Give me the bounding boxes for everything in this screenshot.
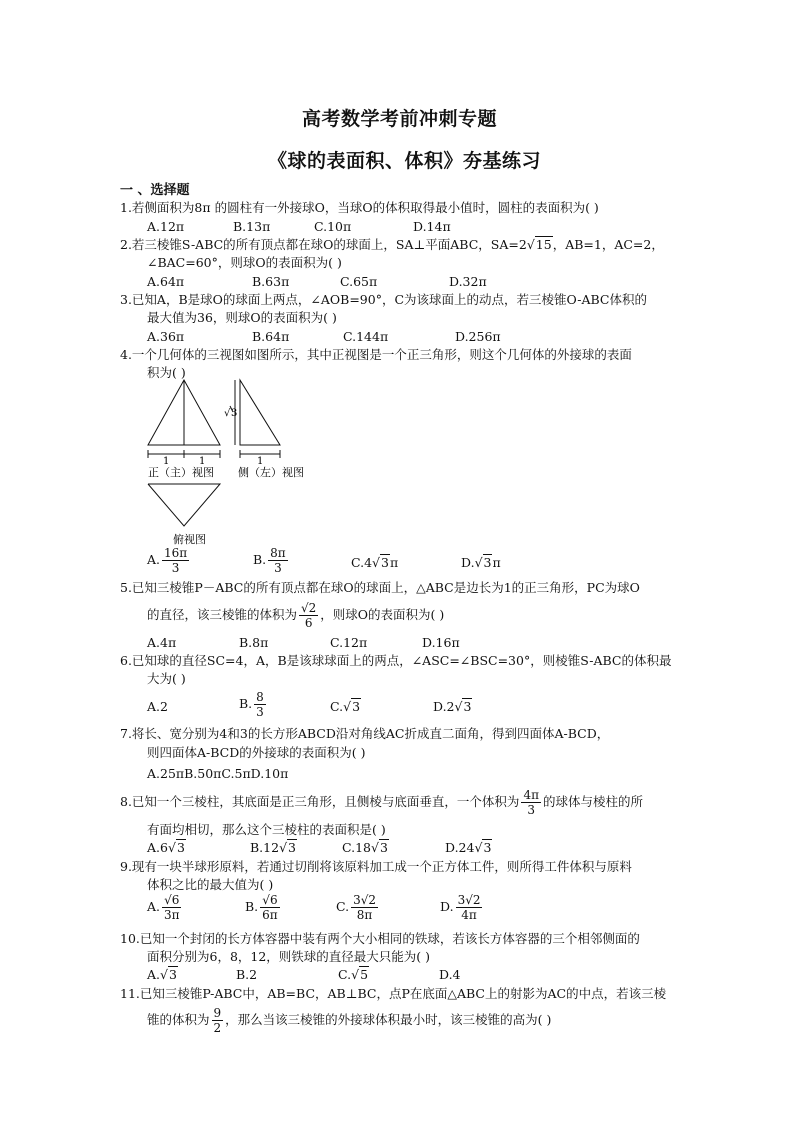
question-4: 4.一个几何体的三视图如图所示，其中正视图是一个正三角形，则这个几何体的外接球的表面 xyxy=(120,347,632,362)
front-one-left: 1 xyxy=(163,456,170,467)
option-b: B. $\frac{8\pi}{3}$ xyxy=(253,546,286,575)
option-b: B.63π xyxy=(252,274,290,289)
top-view-label: 俯视图 xyxy=(173,533,206,546)
option-a: A.6√3 xyxy=(147,840,185,855)
option-c: C.12π xyxy=(330,635,368,650)
front-view xyxy=(148,380,220,458)
question-3: 3.已知A，B是球O的球面上两点，∠AOB=90°，C为该球面上的动点，若三棱锥O-ABC体积的 xyxy=(120,292,647,307)
question-2: 2.若三棱锥S-ABC的所有顶点都在球O的球面上，SA⊥平面ABC，SA=2√15，AB=1，AC=2， xyxy=(120,237,664,252)
side-view xyxy=(230,380,280,458)
front-view-label: 正（主）视图 xyxy=(148,466,214,479)
question-7: 7.将长、宽分别为4和3的长方形ABCD沿对角线AC折成直二面角，得到四面体A-BCD， xyxy=(120,726,610,741)
option-d: D.256π xyxy=(455,329,501,344)
option-c: C. $\frac{3√2}{8\pi}$ xyxy=(336,893,377,922)
question-6-line2: 大为( ) xyxy=(147,671,186,686)
option-a: A. $\frac{√6}{3\pi}$ xyxy=(147,893,180,922)
fraction: $\frac{8\pi}{3}$ xyxy=(270,546,286,575)
side-one: 1 xyxy=(257,456,264,467)
option-a: A. $\frac{16\pi}{3}$ xyxy=(147,546,188,575)
three-view-figure xyxy=(140,378,330,548)
option-b: B.2 xyxy=(236,967,258,982)
option-c: C.√3 xyxy=(330,699,361,714)
fraction: $\frac{8}{3}$ xyxy=(256,690,264,719)
option-c: C.4√3π xyxy=(351,555,399,570)
question-10: 10.已知一个封闭的长方体容器中装有两个大小相同的铁球，若该长方体容器的三个相邻侧面的 xyxy=(120,931,640,946)
option-a: A.2 xyxy=(147,699,168,714)
option-c: C.√5 xyxy=(338,967,369,982)
fraction: $\frac{16\pi}{3}$ xyxy=(164,546,188,575)
side-view-label: 侧（左）视图 xyxy=(238,466,304,479)
option-b: B.64π xyxy=(252,329,290,344)
question-11: 11.已知三棱锥P-ABC中，AB=BC，AB⊥BC，点P在底面△ABC上的射影为AC的中点，若该三棱 xyxy=(120,986,667,1001)
question-8-line2: 有面均相切，那么这个三棱柱的表面积是( ) xyxy=(147,822,386,837)
option-d: D.2√3 xyxy=(433,699,472,714)
question-9: 9.现有一块半球形原料，若通过切削将该原料加工成一个正方体工件，则所得工件体积与原料 xyxy=(120,859,632,874)
question-6: 6.已知球的直径SC=4，A，B是该球球面上的两点，∠ASC=∠BSC=30°，则棱锥S-ABC的体积最 xyxy=(120,653,672,668)
option-d: D.24√3 xyxy=(445,840,492,855)
option-b: B.8π xyxy=(239,635,269,650)
option-b: B. $\frac{√6}{6\pi}$ xyxy=(245,893,278,922)
front-one-right: 1 xyxy=(199,456,206,467)
question-11-line2: 锥的体积为 $\frac{9}{2}$ ，那么当该三棱锥的外接球体积最小时，该三棱锥的高为( ) xyxy=(147,1006,552,1035)
question-4-line2: 积为( ) xyxy=(147,365,186,380)
question-8: 8.已知一个三棱柱，其底面是正三角形，且侧棱与底面垂直，一个体积为 $\frac{4\pi}{3}$ 的球体与棱柱的所 xyxy=(120,788,643,817)
page-subtitle: 《球的表面积、体积》夯基练习 xyxy=(268,150,542,172)
option-c: C.144π xyxy=(343,329,389,344)
side-sqrt-sign: √ xyxy=(224,408,231,419)
option-d: D.32π xyxy=(449,274,487,289)
option-c: C.18√3 xyxy=(342,840,388,855)
option-d: D.4 xyxy=(439,967,461,982)
option-c: C.65π xyxy=(340,274,378,289)
page-title: 高考数学考前冲刺专题 xyxy=(302,108,498,130)
option-b: B.12√3 xyxy=(250,840,296,855)
side-sqrt3: 3 xyxy=(231,408,238,419)
option-a: A.12π xyxy=(147,219,185,234)
option-b: B.13π xyxy=(233,219,271,234)
option-b: B. $\frac{8}{3}$ xyxy=(239,690,264,719)
option-d: D.16π xyxy=(422,635,460,650)
fraction: $\frac{4\pi}{3}$ xyxy=(523,788,539,817)
question-text: 1.若侧面积为8π 的圆柱有一外接球O，当球O的体积取得最小值时，圆柱的表面积为( ) xyxy=(120,200,599,215)
top-view xyxy=(148,484,220,526)
sqrt: √15 xyxy=(526,237,552,252)
option-a: A.√3 xyxy=(147,967,177,982)
option-d: D.√3π xyxy=(461,555,501,570)
question-1 xyxy=(120,199,599,217)
question-5: 5.已知三棱锥P－ABC的所有顶点都在球O的球面上，△ABC是边长为1的正三角形，PC为球O xyxy=(120,580,640,595)
q7-options: A.25πB.50πC.5πD.10π xyxy=(147,766,289,781)
fraction: $\frac{√2}{6}$ xyxy=(301,601,317,630)
question-10-line2: 面积分别为6，8，12，则铁球的直径最大只能为( ) xyxy=(147,949,431,964)
question-5-line2: 的直径，该三棱锥的体积为 $\frac{√2}{6}$ ，则球O的表面积为( ) xyxy=(147,601,445,630)
option-d: D. $\frac{3√2}{4\pi}$ xyxy=(440,893,481,922)
option-a: A.36π xyxy=(147,329,185,344)
question-3-line2: 最大值为36，则球O的表面积为( ) xyxy=(147,310,337,325)
option-a: A.4π xyxy=(147,635,177,650)
question-9-line2: 体积之比的最大值为( ) xyxy=(147,877,274,892)
section-heading: 一 、选择题 xyxy=(120,183,190,198)
option-c: C.10π xyxy=(314,219,352,234)
question-7-line2: 则四面体A-BCD的外接球的表面积为( ) xyxy=(147,745,366,760)
fraction: $\frac{9}{2}$ xyxy=(213,1006,222,1035)
option-a: A.64π xyxy=(147,274,185,289)
option-d: D.14π xyxy=(413,219,451,234)
question-2-line2: ∠BAC=60°，则球O的表面积为( ) xyxy=(147,255,342,270)
